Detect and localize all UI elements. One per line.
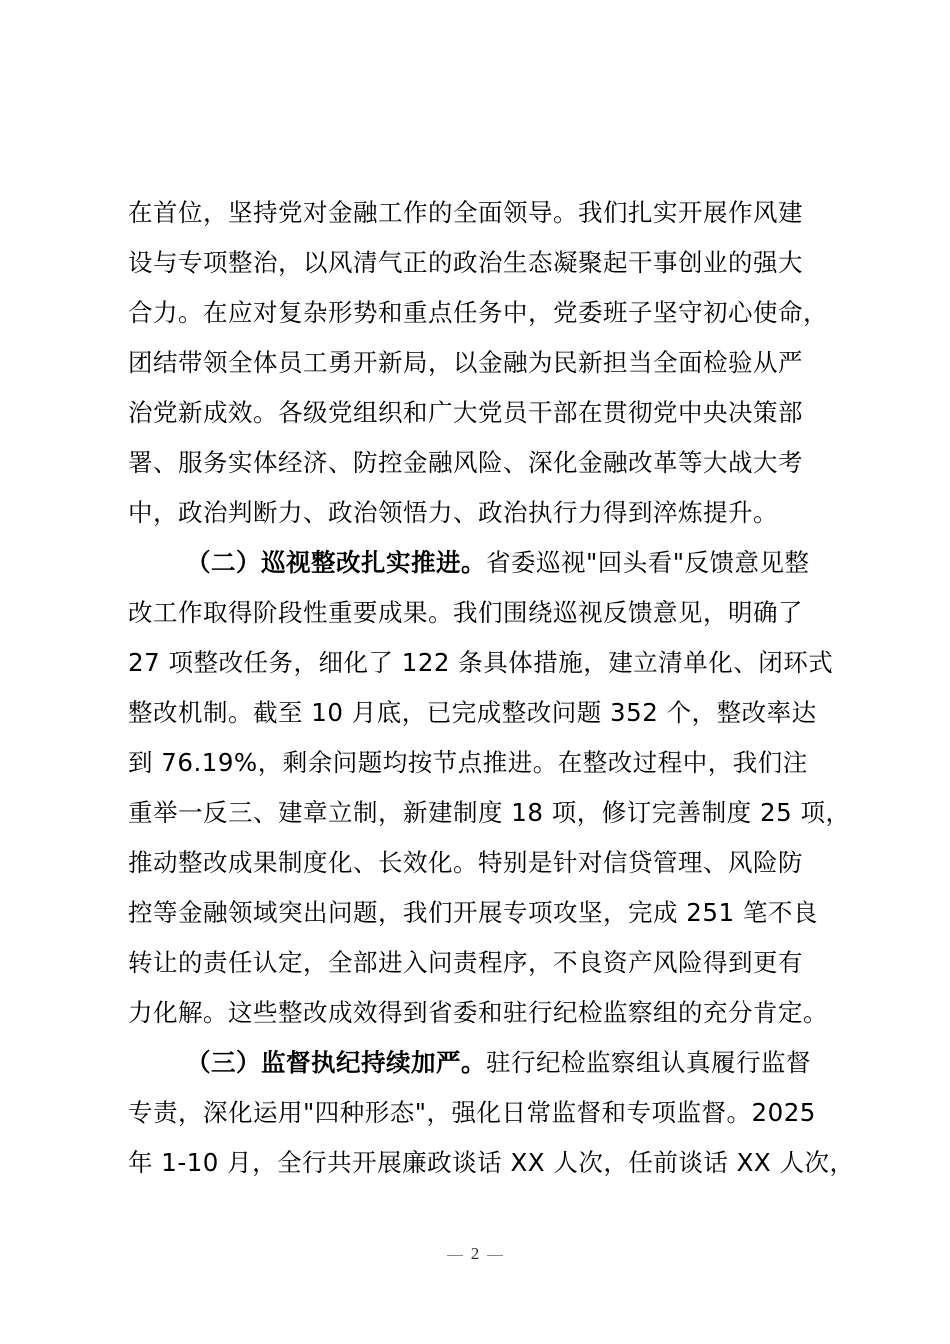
section-3-lead-text: 驻行纪检监察组认真履行监督	[486, 1048, 811, 1077]
paragraph-line: 署、服务实体经济、防控金融风险、深化金融改革等大战大考	[128, 448, 803, 477]
footer-dash-left	[447, 1255, 463, 1256]
paragraph-line: 中，政治判断力、政治领悟力、政治执行力得到淬炼提升。	[128, 498, 778, 527]
paragraph-line: 控等金融领域突出问题，我们开展专项攻坚，完成 251 笔不良	[128, 898, 818, 927]
section-2-first-line	[128, 538, 828, 588]
section-2-lead-text: 省委巡视"回头看"反馈意见整	[486, 548, 810, 577]
section-3-first-line	[128, 1038, 828, 1088]
paragraph-line: 设与专项整治，以风清气正的政治生态凝聚起干事创业的强大	[128, 248, 803, 277]
document-body	[128, 188, 855, 1188]
paragraph-line: 转让的责任认定，全部进入问责程序，不良资产风险得到更有	[128, 948, 803, 977]
paragraph-line: 改工作取得阶段性重要成果。我们围绕巡视反馈意见，明确了	[128, 598, 803, 627]
paragraph-line: 团结带领全体员工勇开新局，以金融为民新担当全面检验从严	[128, 348, 803, 377]
paragraph-line: 力化解。这些整改成效得到省委和驻行纪检监察组的充分肯定。	[128, 998, 828, 1027]
paragraph-line: 推动整改成果制度化、长效化。特别是针对信贷管理、风险防	[128, 848, 803, 877]
paragraph-line: 在首位，坚持党对金融工作的全面领导。我们扎实开展作风建	[128, 198, 803, 227]
paragraph-line: 重举一反三、建章立制，新建制度 18 项，修订完善制度 25 项，	[128, 798, 851, 827]
paragraph-line: 年 1-10 月，全行共开展廉政谈话 XX 人次，任前谈话 XX 人次，	[128, 1148, 855, 1177]
paragraph-line: 到 76.19%，剩余问题均按节点推进。在整改过程中，我们注	[128, 748, 808, 777]
footer-dash-right	[487, 1255, 503, 1256]
page-number: 2	[470, 1244, 480, 1263]
paragraph-line: 专责，深化运用"四种形态"，强化日常监督和专项监督。2025	[128, 1098, 816, 1127]
paragraph-line: 合力。在应对复杂形势和重点任务中，党委班子坚守初心使命，	[128, 298, 828, 327]
paragraph-line: 治党新成效。各级党组织和广大党员干部在贯彻党中央决策部	[128, 398, 803, 427]
section-3-heading: （三）监督执纪持续加严。	[186, 1048, 486, 1077]
paragraph-line: 27 项整改任务，细化了 122 条具体措施，建立清单化、闭环式	[128, 648, 834, 677]
page-footer	[0, 1244, 950, 1264]
section-2-heading: （二）巡视整改扎实推进。	[186, 548, 486, 577]
paragraph-line: 整改机制。截至 10 月底，已完成整改问题 352 个，整改率达	[128, 698, 817, 727]
